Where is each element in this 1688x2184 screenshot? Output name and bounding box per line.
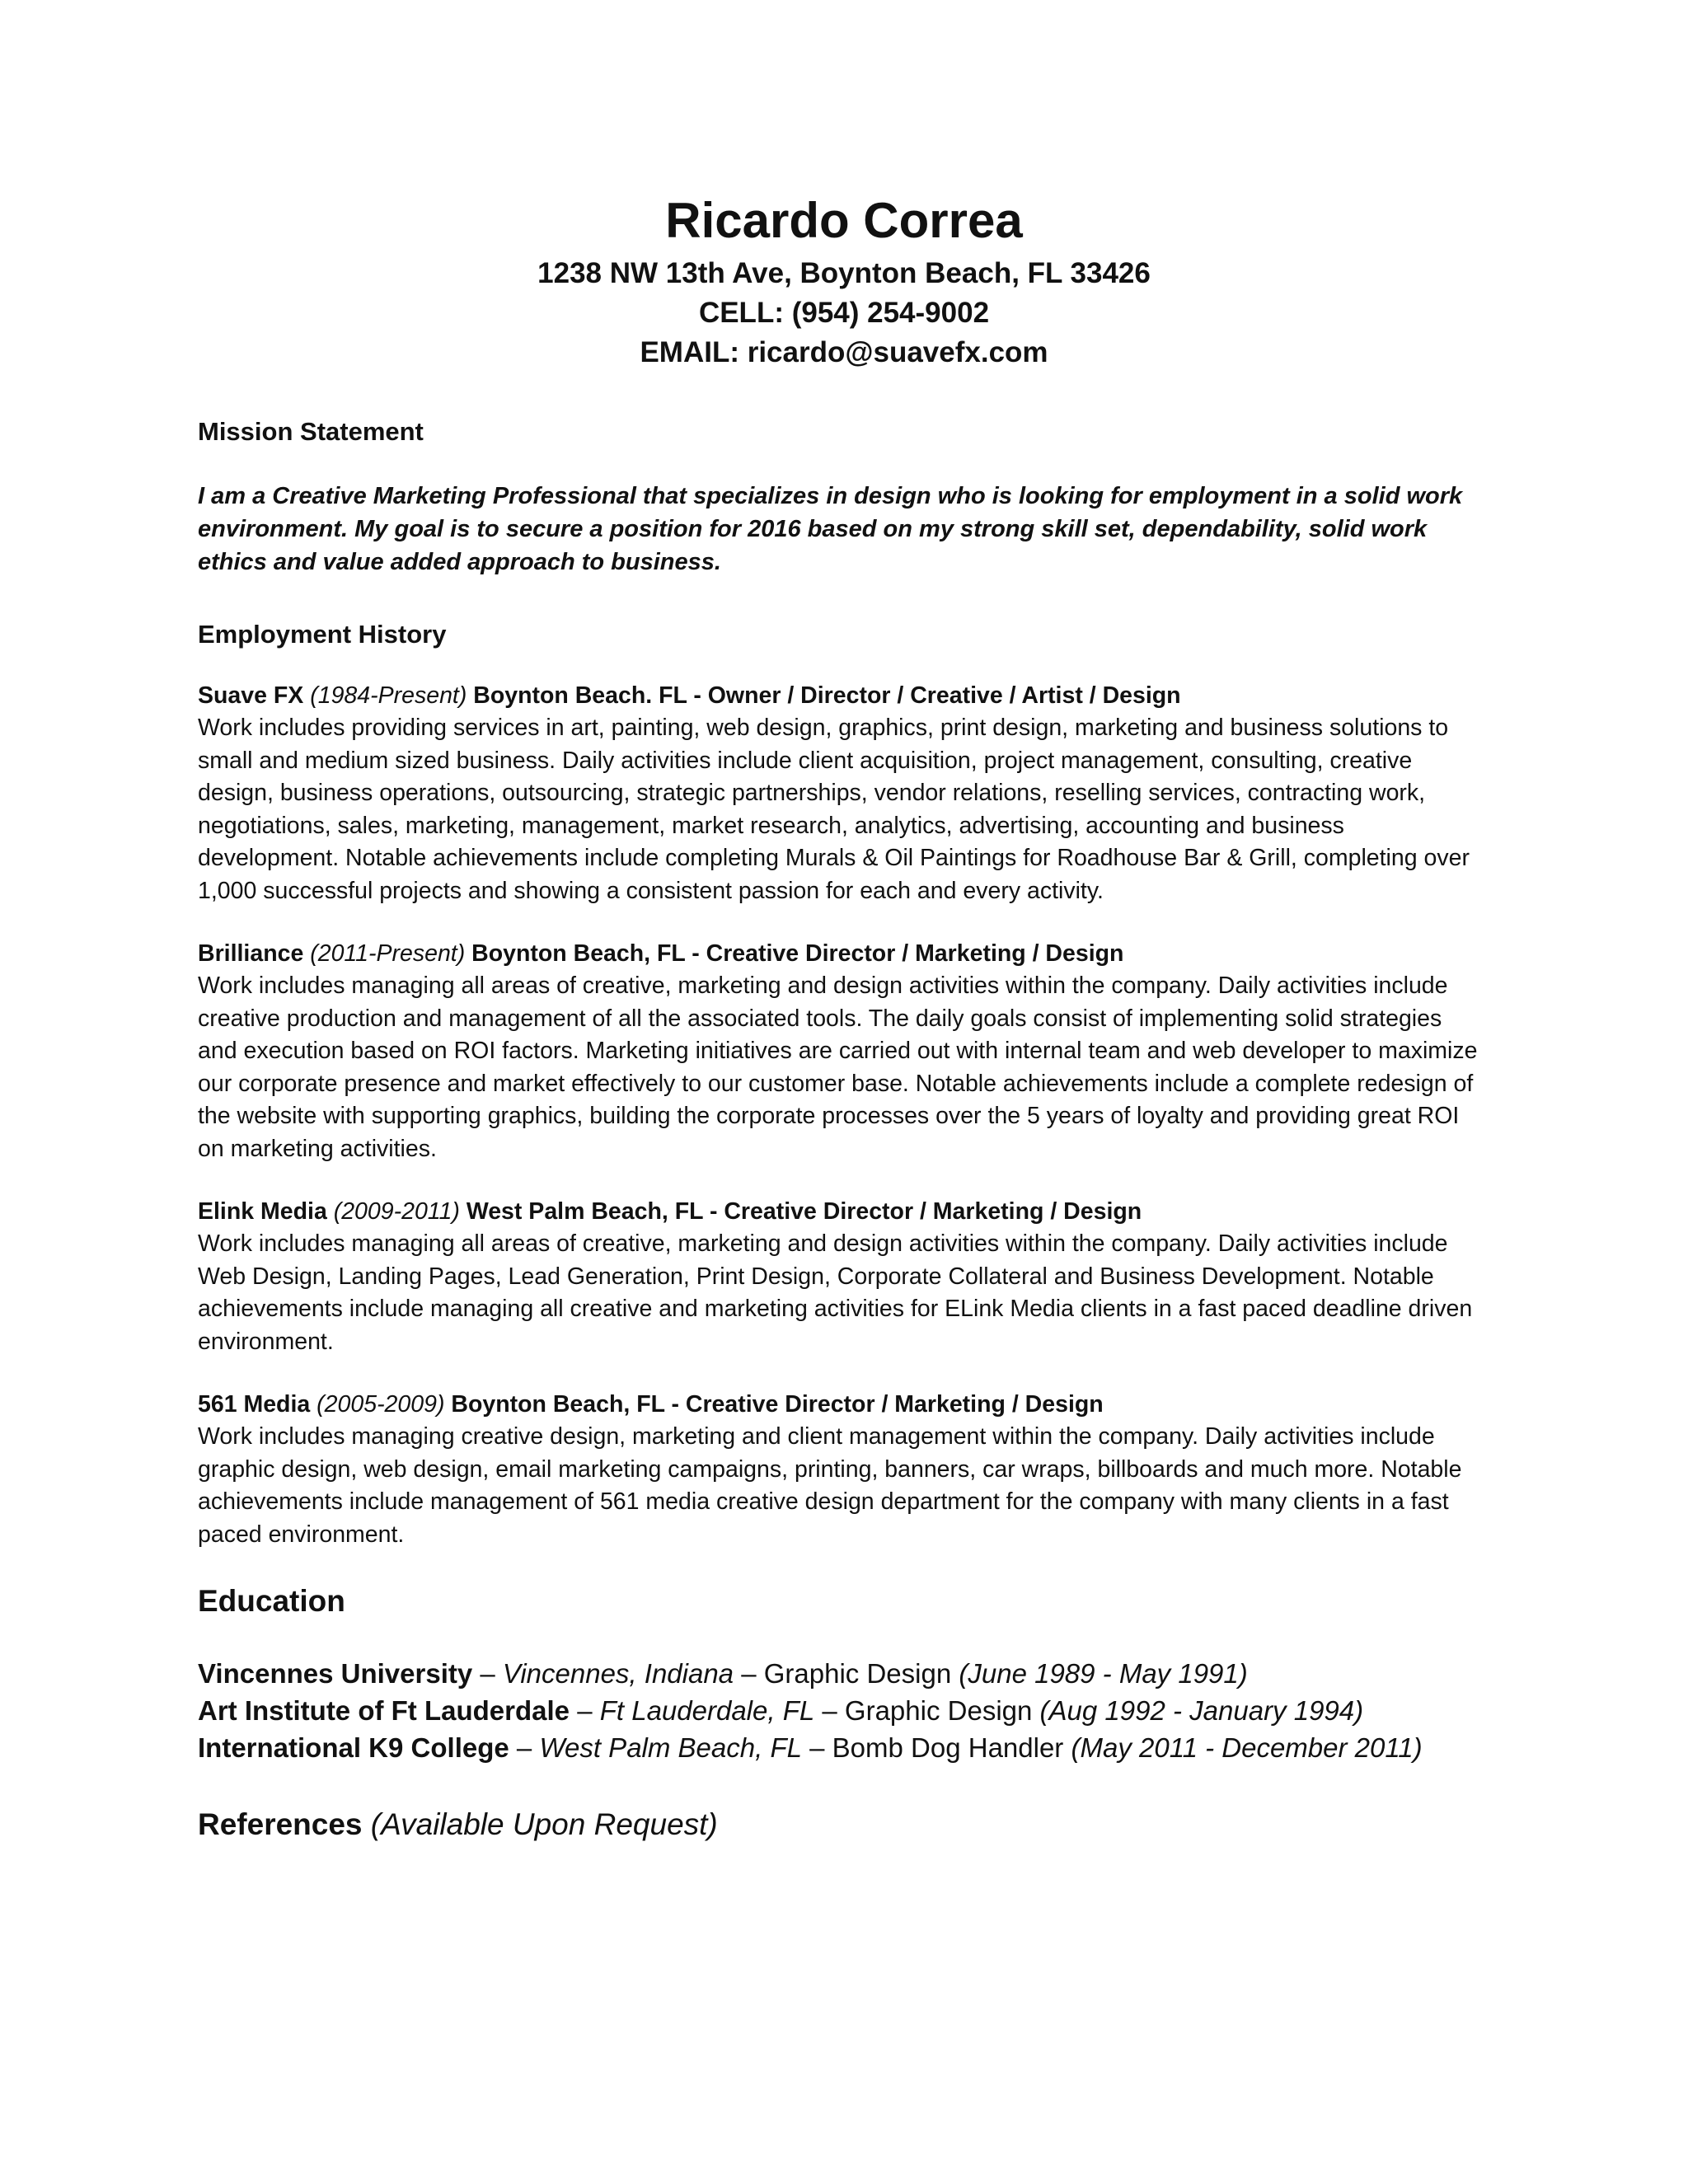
job-description: Work includes providing services in art, painting, web design, graphics, print design, marketing and business solutions to small and medium sized business. Daily activities include client acquisition, project management, consulting, creative design, business operations, outsourcing, strategic partnerships, vendor relations, reselling services, contracting work, negotiations, sales, marketing, management, market research, analytics, advertising, accounting and business development. Notable achievements include completing Murals & Oil Paintings for Roadhouse Bar & Grill, completing over 1,000 successful projects and showing a consistent passion for each and every activity. [198, 715, 1470, 904]
education-separator: – [577, 1695, 593, 1726]
education-location: Vincennes, Indiana [502, 1658, 734, 1689]
education-program: Graphic Design [844, 1695, 1033, 1726]
job-location-title: Boynton Beach. FL - Owner / Director / Creative / Artist / Design [473, 682, 1181, 709]
job-dates: (2009-2011) [333, 1198, 460, 1225]
job-dates: (1984-Present) [310, 682, 467, 709]
job-location-title: Boynton Beach, FL - Creative Director / Marketing / Design [471, 940, 1124, 967]
education-entry [198, 1655, 1484, 1692]
education-separator: – [516, 1732, 532, 1763]
education-entry [198, 1692, 1484, 1729]
job-header [198, 679, 1484, 712]
education-separator: – [480, 1658, 495, 1689]
job-entry [198, 679, 1484, 907]
references-line [198, 1804, 1484, 1845]
education-school: Art Institute of Ft Lauderdale [198, 1695, 570, 1726]
education-dates: (June 1989 - May 1991) [959, 1658, 1248, 1689]
education-separator: – [741, 1658, 757, 1689]
job-company: 561 Media [198, 1391, 311, 1418]
mission-text: I am a Creative Marketing Professional that specializes in design who is looking for employment in a solid work environment. My goal is to secure a position for 2016 based on my strong skill set, dependability, solid work ethics and value added approach to business. [198, 483, 1463, 575]
education-school: International K9 College [198, 1732, 509, 1763]
job-entry [198, 1388, 1484, 1551]
education-program: Bomb Dog Handler [832, 1732, 1064, 1763]
resume-header [0, 188, 1688, 373]
address-line: 1238 NW 13th Ave, Boynton Beach, FL 33426 [537, 257, 1151, 289]
employment-heading: Employment History [198, 620, 447, 649]
job-description: Work includes managing all areas of creative, marketing and design activities within the company. Daily activities include creative production and management of all the associated tools. The daily goals consist of implementing solid strategies and execution based on ROI factors. Marketing initiatives are carried out with internal team and web developer to maximize our corporate presence and market effectively to our customer base. Notable achievements include a complete redesign of the website with supporting graphics, building the corporate processes over the 5 years of loyalty and providing great ROI on marketing activities. [198, 972, 1478, 1162]
job-header [198, 937, 1484, 970]
education-school: Vincennes University [198, 1658, 473, 1689]
education-location: West Palm Beach, FL [539, 1732, 802, 1763]
job-dates: (2011-Present) [310, 940, 466, 967]
resume-body [198, 412, 1484, 1845]
education-entry [198, 1729, 1484, 1766]
job-description: Work includes managing creative design, marketing and client management within the company. Daily activities include graphic design, web design, email marketing campaigns, printing, banners, car wraps, billboards and much more. Notable achievements include management of 561 media creative design department for the company with many clients in a fast paced environment. [198, 1423, 1462, 1548]
job-description: Work includes managing all areas of creative, marketing and design activities within the company. Daily activities include Web Design, Landing Pages, Lead Generation, Print Design, Corporate Collateral and Business Development. Notable achievements include managing all creative and marketing activities for ELink Media clients in a fast paced deadline driven environment. [198, 1230, 1473, 1355]
job-dates: (2005-2009) [316, 1391, 445, 1418]
references-note: (Available Upon Request) [370, 1807, 718, 1841]
job-location-title: West Palm Beach, FL - Creative Director / Marketing / Design [466, 1198, 1142, 1225]
job-entry [198, 1195, 1484, 1358]
cell-line: CELL: (954) 254-9002 [698, 297, 990, 329]
references-heading: References [198, 1807, 363, 1841]
education-separator: – [809, 1732, 825, 1763]
education-heading: Education [198, 1584, 345, 1618]
job-header [198, 1195, 1484, 1228]
job-header [198, 1388, 1484, 1421]
education-dates: (May 2011 - December 2011) [1071, 1732, 1423, 1763]
job-entry [198, 937, 1484, 1165]
job-location-title: Boynton Beach, FL - Creative Director / Marketing / Design [451, 1391, 1104, 1418]
job-company: Elink Media [198, 1198, 327, 1225]
education-dates: (Aug 1992 - January 1994) [1039, 1695, 1364, 1726]
job-company: Brilliance [198, 940, 304, 967]
job-company: Suave FX [198, 682, 304, 709]
applicant-name: Ricardo Correa [665, 193, 1023, 248]
education-program: Graphic Design [763, 1658, 952, 1689]
education-location: Ft Lauderdale, FL [599, 1695, 815, 1726]
mission-heading: Mission Statement [198, 417, 424, 446]
education-separator: – [822, 1695, 837, 1726]
email-line: EMAIL: ricardo@suavefx.com [640, 336, 1048, 368]
